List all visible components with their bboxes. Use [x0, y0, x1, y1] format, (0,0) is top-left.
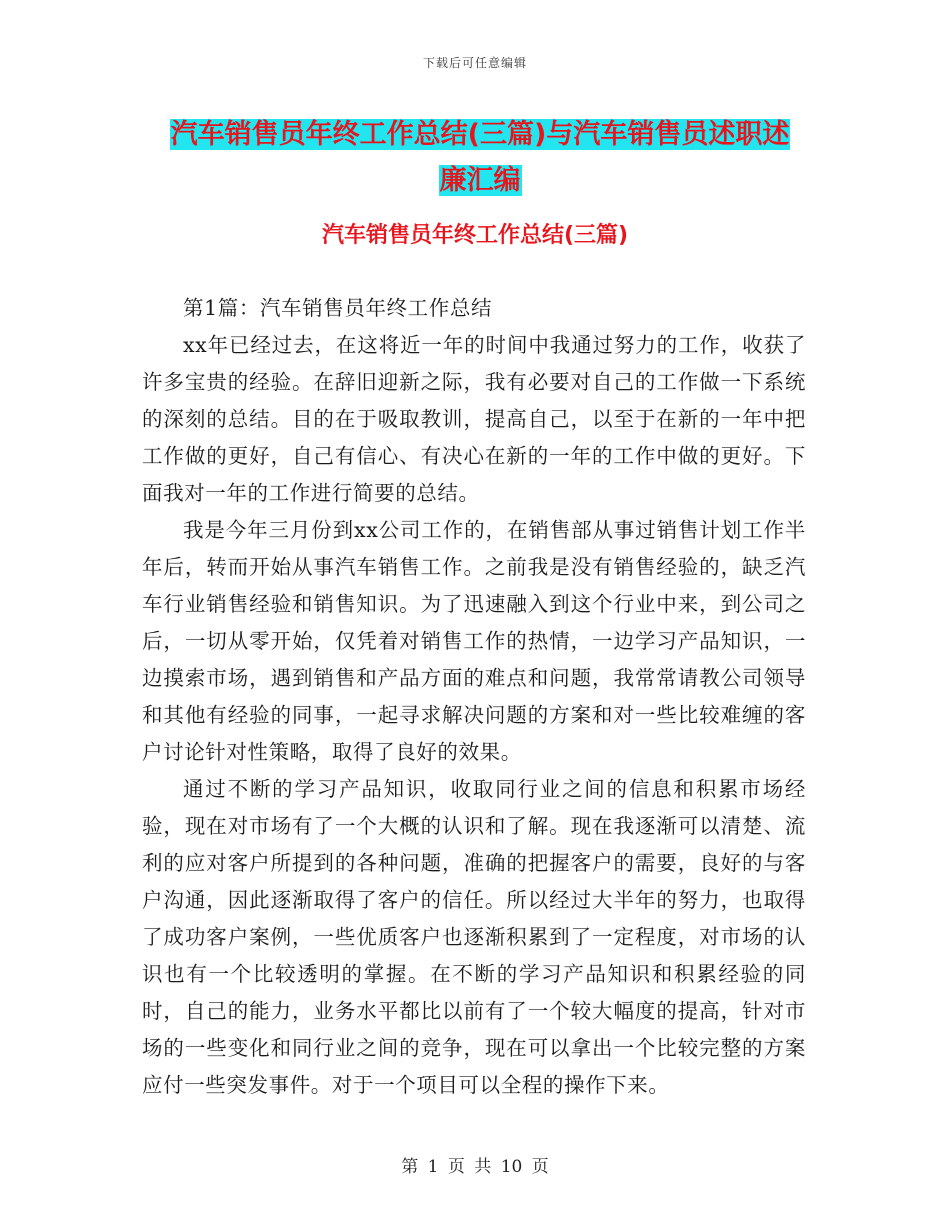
- paragraph: 我是今年三月份到xx公司工作的，在销售部从事过销售计划工作半年后，转而开始从事汽车销售工作。之前我是没有销售经验的，缺乏汽车行业销售经验和销售知识。为了迅速融入到这个行业中来，到公司之后，一切从零开始，仅凭着对销售工作的热情，一边学习产品知识，一边摸索市场，遇到销售和产品方面的难点和问题，我常常请教公司领导和其他有经验的同事，一起寻求解决问题的方案和对一些比较难缠的客户讨论针对性策略，取得了良好的效果。: [142, 518, 806, 764]
- paragraph: xx年已经过去，在这将近一年的时间中我通过努力的工作，收获了许多宝贵的经验。在辞旧迎新之际，我有必要对自己的工作做一下系统的深刻的总结。目的在于吸取教训，提高自己，以至于在新的一年中把工作做的更好，自己有信心、有决心在新的一年的工作中做的更好。下面我对一年的工作进行简要的总结。: [142, 333, 806, 505]
- header-note: 下载后可任意编辑: [422, 56, 527, 70]
- article-heading: 第1篇：汽车销售员年终工作总结: [183, 296, 493, 320]
- paragraph: 通过不断的学习产品知识，收取同行业之间的信息和积累市场经验，现在对市场有了一个大概的认识和了解。现在我逐渐可以清楚、流利的应对客户所提到的各种问题，准确的把握客户的需要，良好的与客户沟通，因此逐渐取得了客户的信任。所以经过大半年的努力，也取得了成功客户案例，一些优质客户也逐渐积累到了一定程度，对市场的认识也有一个比较透明的掌握。在不断的学习产品知识和积累经验的同时，自己的能力，业务水平都比以前有了一个较大幅度的提高，针对市场的一些变化和同行业之间的竞争，现在可以拿出一个比较完整的方案应付一些突发事件。对于一个项目可以全程的操作下来。: [142, 777, 806, 1097]
- document-title: [140, 112, 820, 204]
- title-line-2: 廉汇编: [439, 165, 521, 196]
- section-title: 汽车销售员年终工作总结(三篇): [321, 223, 629, 248]
- title-line-1: 汽车销售员年终工作总结(三篇)与汽车销售员述职述: [170, 119, 790, 150]
- page-footer: 第 1 页 共 10 页: [401, 1157, 549, 1177]
- body-text: [142, 290, 806, 1104]
